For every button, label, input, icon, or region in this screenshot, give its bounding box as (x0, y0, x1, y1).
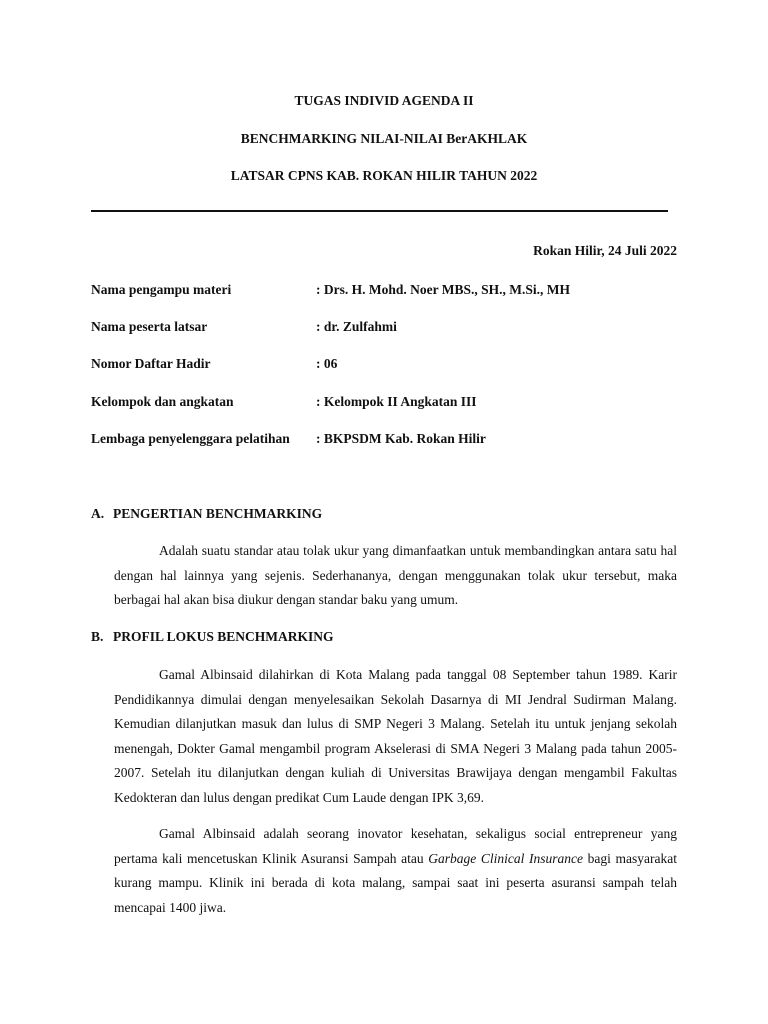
title-line-1: TUGAS INDIVID AGENDA II (294, 93, 474, 108)
section-b-paragraph-1: Gamal Albinsaid dilahirkan di Kota Malang pada tanggal 08 September tahun 1989. Karir Pendidikannya dimulai dengan menyelesaikan Sekolah Dasarnya di MI Jendral Sudirman Malang. Kemudian dilanjutkan masuk dan lulus di SMP Negeri 3 Malang. Setelah itu untuk jenjang sekolah menengah, Dokter Gamal mengambil program Akselerasi di SMA Negeri 3 Malang pada tahun 2005-2007. Setelah itu dilanjutkan dengan kuliah di Universitas Brawijaya dengan mengambil Fakultas Kedokteran dan lulus dengan predikat Cum Laude dengan IPK 3,69. (114, 667, 677, 805)
section-a-paragraph: Adalah suatu standar atau tolak ukur yang dimanfaatkan untuk membandingkan antara satu hal dengan hal lainnya yang sejenis. Sederhananya, dengan menggunakan tolak ukur tersebut, maka berbagai hal akan bisa diukur dengan standar baku yang umum. (114, 543, 677, 607)
info-value: : Kelompok II Angkatan III (316, 394, 477, 409)
title-line-3: LATSAR CPNS KAB. ROKAN HILIR TAHUN 2022 (230, 168, 538, 183)
info-label: Nomor Daftar Hadir (91, 356, 211, 371)
info-label: Nama peserta latsar (91, 319, 208, 334)
document-date: Rokan Hilir, 24 Juli 2022 (533, 243, 677, 258)
italic-term: Garbage Clinical Insurance (428, 850, 584, 866)
section-a-letter: A. (91, 506, 105, 521)
section-b-heading (91, 629, 334, 645)
info-value: : 06 (316, 356, 338, 371)
info-value: : Drs. H. Mohd. Noer MBS., SH., M.Si., MH (316, 282, 570, 297)
info-value: : dr. Zulfahmi (316, 319, 397, 334)
section-b-paragraph-2 (114, 822, 677, 920)
info-value: : BKPSDM Kab. Rokan Hilir (316, 431, 486, 446)
section-b-letter: B. (91, 629, 104, 644)
header-divider (91, 210, 668, 212)
info-label: Lembaga penyelenggara pelatihan (91, 431, 290, 446)
paragraph-text: bagi masyarakat kurang mampu. Klinik ini berada di kota malang, sampai saat ini peserta asuransi sampah telah mencapai 1400 jiwa. (114, 850, 677, 915)
section-b-title: PROFIL LOKUS BENCHMARKING (113, 629, 334, 644)
section-a-heading (91, 506, 322, 522)
title-line-2: BENCHMARKING NILAI-NILAI BerAKHLAK (240, 131, 528, 146)
info-label: Kelompok dan angkatan (91, 394, 234, 409)
info-label: Nama pengampu materi (91, 282, 232, 297)
section-a-title: PENGERTIAN BENCHMARKING (113, 506, 323, 521)
paragraph-text: Gamal Albinsaid adalah seorang inovator kesehatan, sekaligus social entrepreneur yang pertama kali mencetuskan Klinik Asuransi Sampah atau (114, 826, 677, 866)
